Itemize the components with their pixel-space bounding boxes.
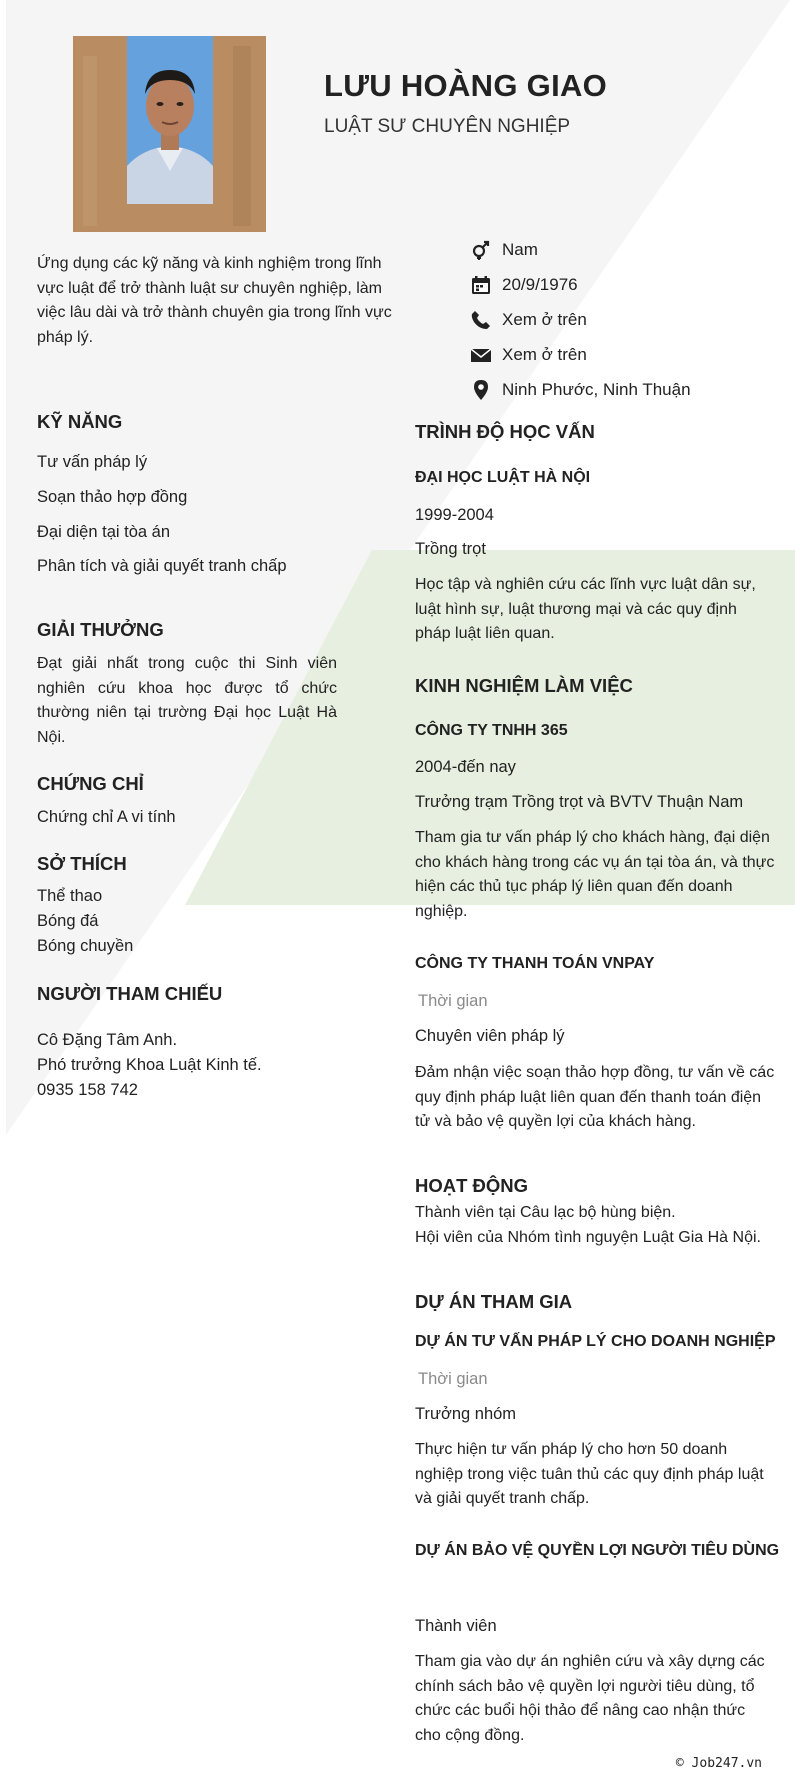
contact-email — [470, 337, 691, 372]
phone-icon — [470, 309, 492, 331]
email-icon — [470, 344, 492, 366]
education-heading: TRÌNH ĐỘ HỌC VẤN — [415, 421, 595, 442]
reference-line: Cô Đặng Tâm Anh. — [37, 1031, 178, 1049]
reference-line: 0935 158 742 — [37, 1081, 138, 1099]
reference-line: Phó trưởng Khoa Luật Kinh tế. — [37, 1056, 262, 1074]
job-position: Chuyên viên pháp lý — [415, 1027, 565, 1045]
certificate-item: Chứng chỉ A vi tính — [37, 808, 176, 826]
job-description: Đảm nhận việc soạn thảo hợp đồng, tư vấn về các quy định pháp luật liên quan đến thanh toán điện tử và bảo vệ quyền lợi của khách hàng. — [415, 1064, 775, 1130]
project-description: Tham gia vào dự án nghiên cứu và xây dựng các chính sách bảo vệ quyền lợi người tiêu dùng, tổ chức các buổi hội thảo để nâng cao nhận thức cho cộng đồng. — [415, 1653, 765, 1744]
skill-item: Phân tích và giải quyết tranh chấp — [37, 557, 287, 575]
gender-icon — [470, 239, 492, 261]
activities-heading: HOẠT ĐỘNG — [415, 1175, 529, 1196]
hobby-item: Thể thao — [37, 887, 103, 905]
activity-line: Thành viên tại Câu lạc bộ hùng biện. — [415, 1204, 676, 1221]
skill-item: Tư vấn pháp lý — [37, 453, 148, 471]
hobbies-heading: SỞ THÍCH — [37, 853, 127, 874]
experience-heading: KINH NGHIỆM LÀM VIỆC — [415, 675, 633, 696]
hobby-item: Bóng đá — [37, 912, 99, 930]
location-icon — [470, 379, 492, 401]
contact-gender — [470, 232, 691, 267]
education-school: ĐẠI HỌC LUẬT HÀ NỘI — [415, 469, 591, 486]
education-major: Trồng trọt — [415, 540, 486, 558]
projects-heading: DỰ ÁN THAM GIA — [415, 1291, 573, 1312]
profile-photo — [73, 36, 266, 232]
education-period: 1999-2004 — [415, 506, 494, 524]
footer-watermark: © Job247.vn — [675, 1756, 762, 1771]
references-heading: NGƯỜI THAM CHIẾU — [37, 983, 223, 1004]
project-role: Trưởng nhóm — [415, 1405, 517, 1423]
project-role: Thành viên — [415, 1617, 497, 1635]
career-objective: Ứng dụng các kỹ năng và kinh nghiệm trong lĩnh vực luật để trở thành luật sư chuyên nghiệp, làm việc lâu dài và trở thành chuyên gia trong lĩnh vực pháp lý. — [37, 255, 392, 346]
calendar-icon — [470, 274, 492, 296]
job-company: CÔNG TY TNHH 365 — [415, 722, 568, 739]
full-name: LƯU HOÀNG GIAO — [324, 68, 608, 103]
skill-item: Đại diện tại tòa án — [37, 523, 171, 541]
contact-info — [470, 232, 691, 407]
job-title: LUẬT SƯ CHUYÊN NGHIỆP — [324, 116, 571, 137]
skill-item: Soạn thảo hợp đồng — [37, 488, 188, 506]
contact-phone — [470, 302, 691, 337]
project-name: DỰ ÁN BẢO VỆ QUYỀN LỢI NGƯỜI TIÊU DÙNG — [415, 1542, 780, 1559]
hobby-item: Bóng chuyền — [37, 937, 134, 955]
certificates-heading: CHỨNG CHỈ — [37, 773, 144, 794]
portrait-image — [73, 36, 266, 232]
contact-gender-value: Nam — [502, 239, 538, 259]
job-description: Tham gia tư vấn pháp lý cho khách hàng, đại diện cho khách hàng trong các vụ án tại tòa án, và thực hiện các thủ tục pháp lý liên quan đến doanh nghiệp. — [415, 829, 775, 920]
skills-heading: KỸ NĂNG — [37, 411, 123, 432]
job-period-placeholder: Thời gian — [418, 992, 488, 1010]
education-description: Học tập và nghiên cứu các lĩnh vực luật dân sự, luật hình sự, luật thương mại và các quy định pháp luật liên quan. — [415, 576, 756, 642]
project-name: DỰ ÁN TƯ VẤN PHÁP LÝ CHO DOANH NGHIỆP — [415, 1333, 776, 1350]
activity-line: Hội viên của Nhóm tình nguyện Luật Gia Hà Nội. — [415, 1229, 761, 1246]
awards-text: Đạt giải nhất trong cuộc thi Sinh viên nghiên cứu khoa học được tổ chức thường niên tại trường Đại học Luật Hà Nội. — [37, 655, 337, 746]
contact-address-value: Ninh Phước, Ninh Thuận — [502, 379, 691, 399]
contact-address — [470, 372, 691, 407]
job-position: Trưởng trạm Trồng trọt và BVTV Thuận Nam — [415, 793, 744, 811]
contact-birthdate — [470, 267, 691, 302]
project-description: Thực hiện tư vấn pháp lý cho hơn 50 doanh nghiệp trong việc tuân thủ các quy định pháp luật và giải quyết tranh chấp. — [415, 1441, 764, 1507]
contact-birthdate-value: 20/9/1976 — [502, 274, 578, 294]
contact-phone-value: Xem ở trên — [502, 309, 587, 329]
awards-heading: GIẢI THƯỞNG — [37, 619, 164, 640]
contact-email-value: Xem ở trên — [502, 344, 587, 364]
job-period: 2004-đến nay — [415, 758, 516, 776]
project-period-placeholder: Thời gian — [418, 1370, 488, 1388]
job-company: CÔNG TY THANH TOÁN VNPAY — [415, 955, 655, 972]
